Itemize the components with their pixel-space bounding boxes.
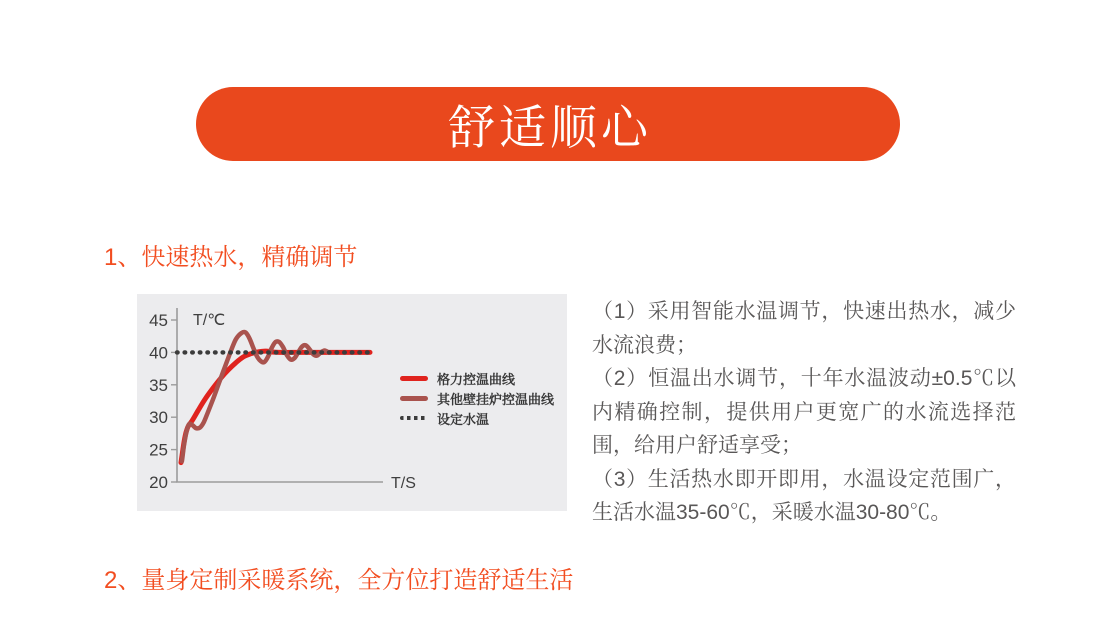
ytick-40: 40 <box>149 343 168 363</box>
y-axis-title: T/℃ <box>193 312 226 329</box>
section-2-heading: 2、量身定制采暖系统，全方位打造舒适生活 <box>104 567 574 594</box>
temperature-chart <box>137 294 567 511</box>
legend-item-gree <box>400 368 554 388</box>
ytick-45: 45 <box>149 311 168 330</box>
legend-item-other <box>400 388 554 408</box>
chart-legend <box>400 368 554 428</box>
legend-label-set-temp: 设定水温 <box>437 411 490 427</box>
legend-label-gree: 格力控温曲线 <box>437 371 516 387</box>
legend-item-set-temp <box>400 408 554 428</box>
gree-curve-swatch <box>400 376 428 381</box>
ytick-35: 35 <box>149 375 168 395</box>
feature-paragraph-1: （1）采用智能水温调节，快速出热水，减少水流浪费； <box>592 300 1016 357</box>
ytick-30: 30 <box>149 408 168 428</box>
feature-paragraph-2: （2）恒温出水调节，十年水温波动±0.5℃以内精确控制，提供用户更宽广的水流选择范围，给用户舒适享受； <box>592 367 1016 457</box>
feature-paragraph-3: （3）生活热水即开即用，水温设定范围广，生活水温35-60℃，采暖水温30-80℃。 <box>592 467 1016 524</box>
set-temp-swatch <box>400 416 428 420</box>
other-curve-swatch <box>400 396 428 401</box>
x-axis-title: T/S <box>391 475 416 492</box>
ytick-20: 20 <box>149 473 168 492</box>
ytick-25: 25 <box>149 440 168 460</box>
section-banner <box>196 87 900 161</box>
legend-label-other: 其他壁挂炉控温曲线 <box>437 391 555 407</box>
feature-description <box>592 295 1016 530</box>
y-tick-labels <box>149 311 168 492</box>
section-1-heading: 1、快速热水，精确调节 <box>104 244 358 271</box>
y-tick-marks <box>171 320 177 482</box>
banner-title: 舒适顺心 <box>448 100 652 154</box>
